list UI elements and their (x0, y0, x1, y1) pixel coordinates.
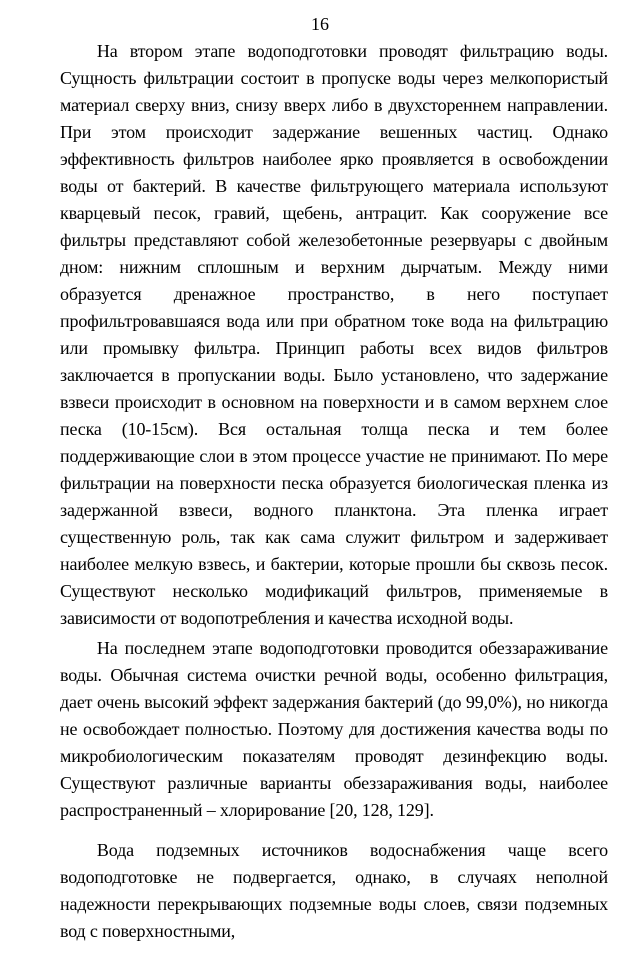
page-number: 16 (311, 14, 329, 34)
paragraph-groundwater: Вода подземных источников водоснабжения чаще всего водоподготовке не подвергается, однако, в случаях неполной надежности перекрывающих подземные воды слоев, связи подземных вод с поверхностными, (60, 840, 608, 941)
paragraph-filtration: На втором этапе водоподготовки проводят фильтрацию воды. Сущность фильтрации состоит в пропуске воды через мелкопористый материал сверху вниз, снизу вверх либо в двухстореннем направлении. При этом происходит задержание вешенных частиц. Однако эффективность фильтров наиболее ярко проявляется в освобождении воды от бактерий. В качестве фильтрующего материала используют кварцевый песок, гравий, щебень, антрацит. Как сооружение все фильтры представляют собой железобетонные резервуары с двойным дном: нижним сплошным и верхним дырчатым. Между ними образуется дренажное пространство, в него поступает профильтровавшаяся вода или при обратном токе вода на фильтрацию или промывку фильтра. Принцип работы всех видов фильтров заключается в пропускании воды. Было установлено, что задержание взвеси происходит в основном на поверхности и в самом верхнем слое песка (10-15см). Вся остальная толща песка и тем более поддерживающие слои в этом процессе участие не принимают. По мере фильтрации на поверхности песка образуется биологическая пленка из задержанной взвеси, водного планктона. Эта пленка играет существенную роль, так как сама служит фильтром и задерживает наиболее мелкую взвесь, и бактерии, которые прошли бы сквозь песок. Существуют несколько модификаций фильтров, применяемые в зависимости от водопотребления и качества исходной воды. (60, 41, 608, 628)
document-body (60, 38, 608, 945)
paragraph-disinfection: На последнем этапе водоподготовки проводится обеззараживание воды. Обычная система очистки речной воды, особенно фильтрация, дает очень высокий эффект задержания бактерий (до 99,0%), но никогда не освобождает полностью. Поэтому для достижения качества воды по микробиологическим показателям проводят дезинфекцию воды. Существуют различные варианты обеззараживания воды, наиболее распространенный – хлорирование [20, 128, 129]. (60, 638, 608, 820)
